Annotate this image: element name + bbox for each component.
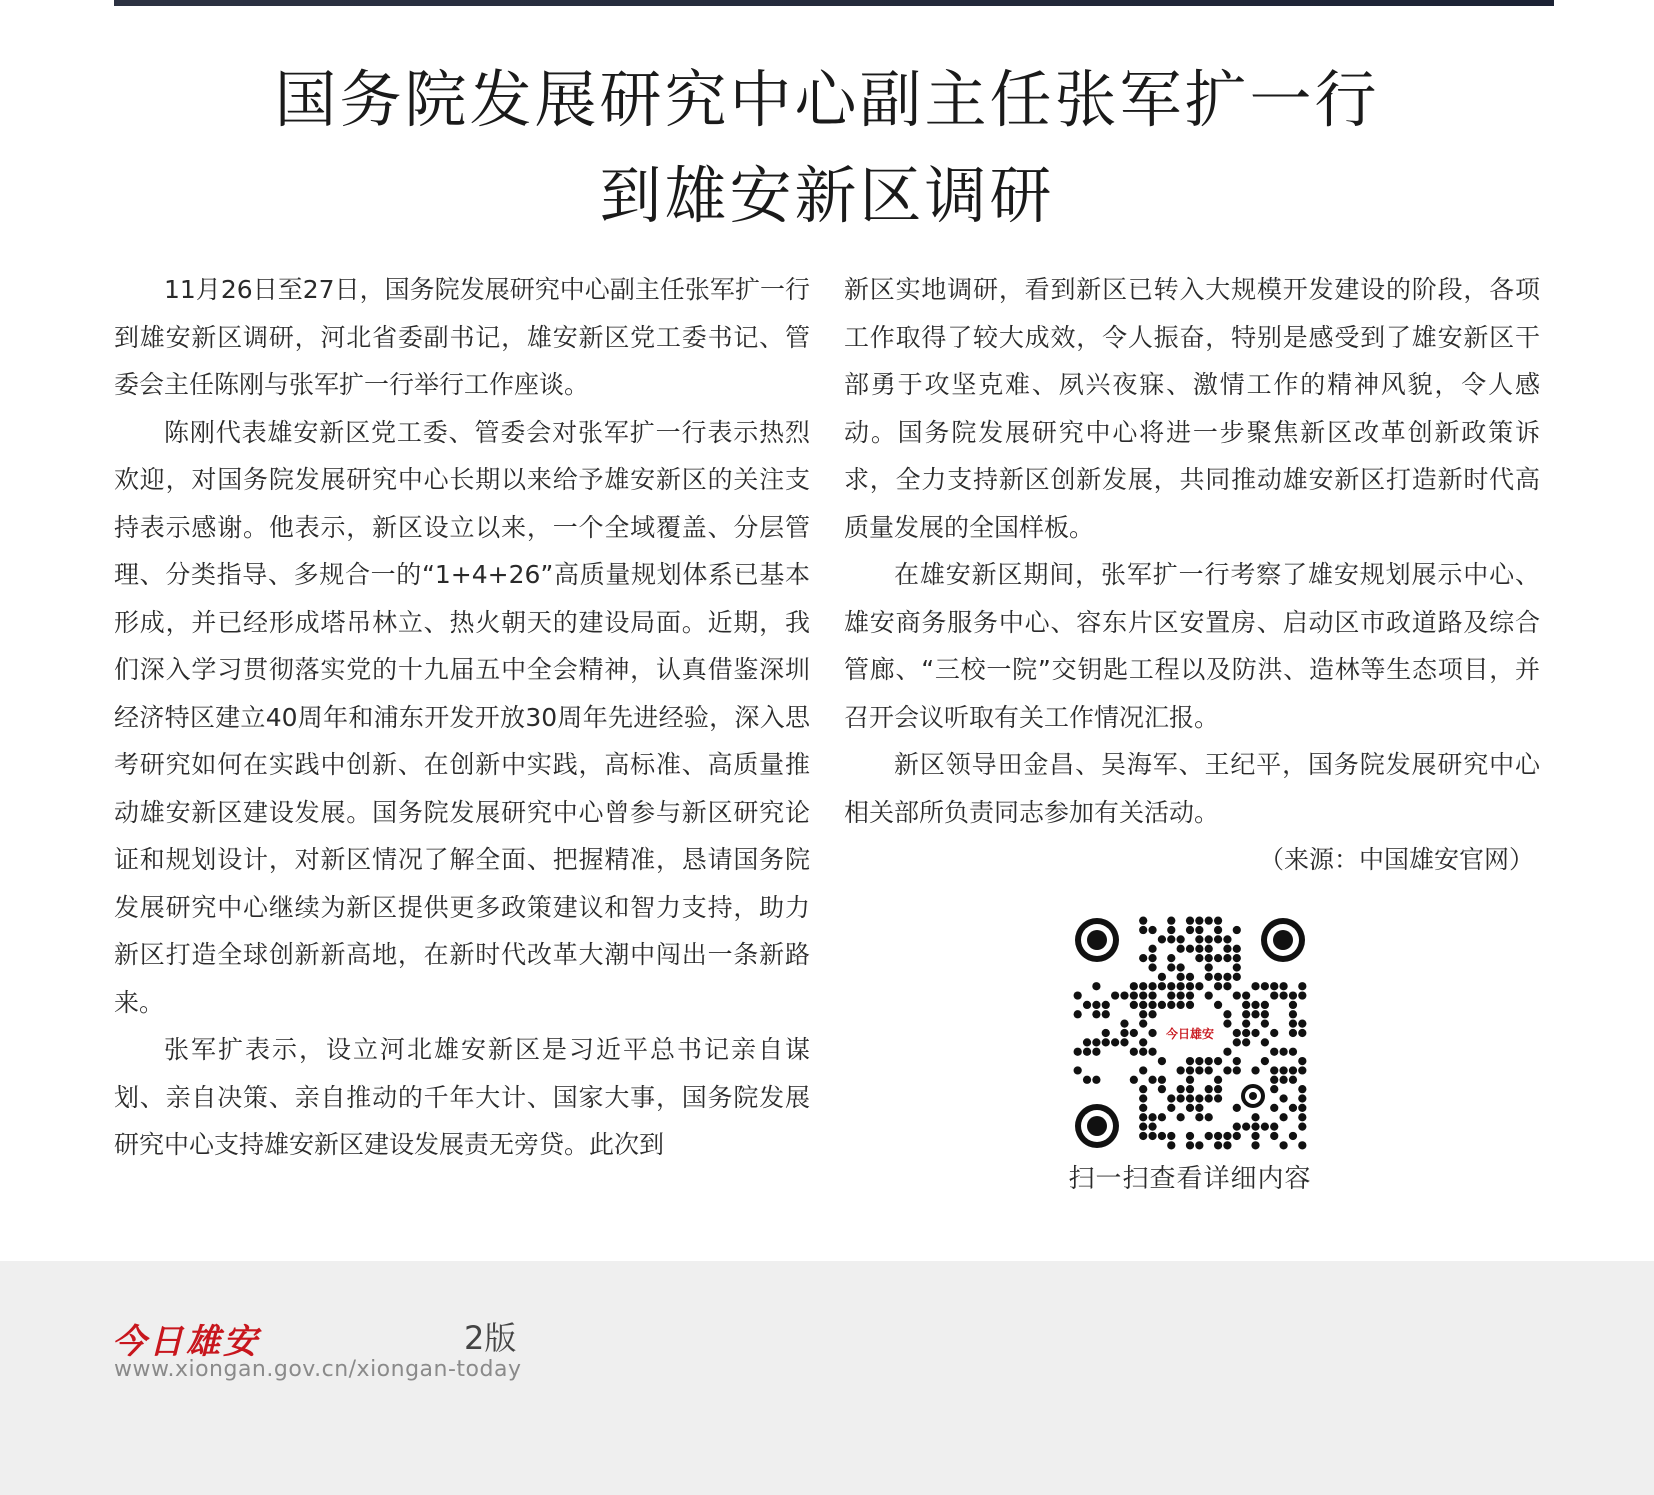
qr-module — [1092, 1038, 1100, 1046]
qr-module — [1223, 982, 1231, 990]
qr-module — [1214, 1094, 1222, 1102]
qr-module — [1223, 1020, 1231, 1028]
qr-module — [1242, 1010, 1250, 1018]
qr-module — [1167, 917, 1175, 925]
qr-module — [1092, 1048, 1100, 1056]
qr-module — [1177, 963, 1185, 971]
qr-module — [1205, 1094, 1213, 1102]
qr-module — [1148, 954, 1156, 962]
qr-module — [1177, 1094, 1185, 1102]
qr-module — [1186, 1001, 1194, 1009]
article-title-line-1: 国务院发展研究中心副主任张军扩一行 — [274, 63, 1380, 136]
qr-module — [1148, 1029, 1156, 1037]
qr-module — [1233, 1029, 1241, 1037]
qr-module — [1158, 1001, 1166, 1009]
qr-module — [1074, 1048, 1082, 1056]
qr-module — [1214, 973, 1222, 981]
qr-module — [1270, 991, 1278, 999]
qr-module — [1298, 1141, 1306, 1149]
article-paragraph: 新区实地调研，看到新区已转入大规模开发建设的阶段，各项工作取得了较大成效，令人振奋，特别是感受到了雄安新区干部勇于攻坚克难、夙兴夜寐、激情工作的精神风貌，令人感动。国务院发展研究中心将进一步聚焦新区改革创新政策诉求，全力支持新区创新发展，共同推动雄安新区打造新时代高质量发展的全国样板。 — [844, 275, 1540, 542]
qr-module — [1139, 1020, 1147, 1028]
qr-caption: 扫一扫查看详细内容 — [1068, 1164, 1312, 1194]
qr-module — [1167, 982, 1175, 990]
qr-module — [1158, 1057, 1166, 1065]
qr-module — [1233, 1057, 1241, 1065]
qr-module — [1195, 1094, 1203, 1102]
qr-module — [1289, 1132, 1297, 1140]
qr-module — [1074, 1010, 1082, 1018]
qr-module — [1214, 1132, 1222, 1140]
qr-module — [1139, 1066, 1147, 1074]
qr-module — [1148, 1132, 1156, 1140]
qr-module — [1251, 1010, 1259, 1018]
qr-module — [1205, 917, 1213, 925]
qr-module — [1177, 1001, 1185, 1009]
qr-module — [1270, 982, 1278, 990]
qr-module — [1205, 973, 1213, 981]
qr-module — [1083, 1076, 1091, 1084]
qr-module — [1298, 1094, 1306, 1102]
qr-module — [1279, 1141, 1287, 1149]
qr-module — [1223, 935, 1231, 943]
qr-module — [1251, 1122, 1259, 1130]
qr-module — [1289, 1029, 1297, 1037]
top-rule — [114, 0, 1554, 6]
qr-module — [1186, 1066, 1194, 1074]
qr-module — [1251, 1029, 1259, 1037]
qr-module — [1120, 1020, 1128, 1028]
qr-module — [1186, 973, 1194, 981]
article-source: （来源：中国雄安官网） — [1258, 845, 1534, 874]
qr-module — [1279, 1066, 1287, 1074]
qr-module — [1148, 945, 1156, 953]
qr-module — [1233, 954, 1241, 962]
qr-module — [1120, 1038, 1128, 1046]
qr-module — [1233, 1066, 1241, 1074]
qr-alignment-marker — [1241, 1084, 1265, 1108]
qr-module — [1167, 1001, 1175, 1009]
qr-module — [1298, 1104, 1306, 1112]
qr-module — [1074, 1066, 1082, 1074]
qr-module — [1111, 1038, 1119, 1046]
qr-module — [1251, 1066, 1259, 1074]
qr-module — [1270, 1122, 1278, 1130]
qr-module — [1205, 935, 1213, 943]
qr-module — [1139, 1094, 1147, 1102]
qr-module — [1195, 954, 1203, 962]
qr-module — [1298, 1085, 1306, 1093]
qr-module — [1205, 954, 1213, 962]
qr-module — [1242, 1122, 1250, 1130]
qr-module — [1251, 982, 1259, 990]
qr-module — [1139, 1132, 1147, 1140]
qr-module — [1214, 1085, 1222, 1093]
qr-module — [1223, 1066, 1231, 1074]
qr-module — [1214, 1076, 1222, 1084]
qr-module — [1139, 954, 1147, 962]
qr-module — [1148, 1113, 1156, 1121]
qr-module — [1298, 1066, 1306, 1074]
qr-module — [1186, 982, 1194, 990]
qr-module — [1130, 1076, 1138, 1084]
qr-module — [1298, 982, 1306, 990]
qr-module — [1289, 991, 1297, 999]
qr-module — [1167, 1132, 1175, 1140]
qr-module — [1130, 982, 1138, 990]
qr-module — [1195, 1104, 1203, 1112]
qr-module — [1195, 917, 1203, 925]
qr-module — [1205, 1057, 1213, 1065]
qr-module — [1261, 982, 1269, 990]
qr-module — [1130, 1001, 1138, 1009]
qr-module — [1092, 1010, 1100, 1018]
qr-module — [1261, 1001, 1269, 1009]
qr-module — [1148, 1076, 1156, 1084]
qr-module — [1261, 1057, 1269, 1065]
qr-module — [1139, 1048, 1147, 1056]
qr-module — [1233, 945, 1241, 953]
qr-module — [1167, 954, 1175, 962]
qr-module — [1186, 1076, 1194, 1084]
qr-module — [1195, 1057, 1203, 1065]
qr-module — [1139, 1104, 1147, 1112]
qr-module — [1242, 1029, 1250, 1037]
article-paragraph: 11月26日至27日，国务院发展研究中心副主任张军扩一行到雄安新区调研，河北省委副书记，雄安新区党工委书记、管委会主任陈刚与张军扩一行举行工作座谈。 — [114, 275, 810, 399]
qr-module — [1242, 991, 1250, 999]
qr-module — [1270, 1076, 1278, 1084]
qr-module — [1233, 1038, 1241, 1046]
qr-module — [1167, 1094, 1175, 1102]
qr-module — [1223, 1010, 1231, 1018]
qr-module — [1279, 1076, 1287, 1084]
article-paragraph: 在雄安新区期间，张军扩一行考察了雄安规划展示中心、雄安商务服务中心、容东片区安置房、启动区市政道路及综合管廊、“三校一院”交钥匙工程以及防洪、造林等生态项目，并召开会议听取有关工作情况汇报。 — [844, 560, 1540, 732]
qr-module — [1139, 982, 1147, 990]
qr-module — [1251, 1141, 1259, 1149]
qr-module — [1233, 991, 1241, 999]
qr-module — [1233, 1122, 1241, 1130]
qr-module — [1195, 926, 1203, 934]
qr-module — [1139, 1001, 1147, 1009]
qr-module — [1120, 991, 1128, 999]
qr-module — [1130, 991, 1138, 999]
qr-module — [1279, 1113, 1287, 1121]
qr-module — [1167, 1141, 1175, 1149]
qr-module — [1167, 926, 1175, 934]
qr-module — [1279, 982, 1287, 990]
edition-number: 2版 — [464, 1319, 517, 1357]
qr-module — [1148, 1001, 1156, 1009]
qr-module — [1214, 935, 1222, 943]
qr-module — [1092, 982, 1100, 990]
qr-finder-top-right — [1261, 918, 1305, 962]
qr-module — [1102, 1038, 1110, 1046]
qr-module — [1092, 1076, 1100, 1084]
qr-module — [1177, 1085, 1185, 1093]
qr-module — [1223, 945, 1231, 953]
qr-module — [1298, 1057, 1306, 1065]
qr-module — [1167, 991, 1175, 999]
footer-url-link[interactable]: www.xiongan.gov.cn/xiongan-today — [114, 1357, 522, 1382]
qr-module — [1270, 1132, 1278, 1140]
qr-module — [1233, 926, 1241, 934]
qr-module — [1195, 945, 1203, 953]
qr-module — [1205, 1132, 1213, 1140]
qr-module — [1223, 1048, 1231, 1056]
qr-module — [1270, 1048, 1278, 1056]
article-paragraph: 新区领导田金昌、吴海军、王纪平，国务院发展研究中心相关部所负责同志参加有关活动。 — [844, 750, 1540, 827]
qr-module — [1139, 1038, 1147, 1046]
qr-module — [1111, 991, 1119, 999]
qr-module — [1214, 1001, 1222, 1009]
qr-module — [1195, 935, 1203, 943]
qr-module — [1158, 982, 1166, 990]
qr-module — [1251, 1113, 1259, 1121]
qr-module — [1083, 1048, 1091, 1056]
qr-module — [1195, 1113, 1203, 1121]
qr-module — [1261, 1020, 1269, 1028]
qr-module — [1158, 1132, 1166, 1140]
qr-module — [1289, 1020, 1297, 1028]
qr-module — [1177, 935, 1185, 943]
qr-module — [1177, 982, 1185, 990]
qr-finder-top-left — [1075, 918, 1119, 962]
qr-module — [1214, 1057, 1222, 1065]
qr-module — [1186, 1132, 1194, 1140]
qr-module — [1289, 1066, 1297, 1074]
qr-module — [1195, 1066, 1203, 1074]
qr-module — [1148, 1048, 1156, 1056]
qr-module — [1214, 917, 1222, 925]
article-title-line-2: 到雄安新区调研 — [599, 159, 1055, 232]
qr-module — [1139, 1122, 1147, 1130]
qr-module — [1270, 1066, 1278, 1074]
article-paragraph: 张军扩表示，设立河北雄安新区是习近平总书记亲自谋划、亲自决策、亲自推动的千年大计、国家大事，国务院发展研究中心支持雄安新区建设发展责无旁贷。此次到 — [114, 1035, 810, 1159]
qr-module — [1279, 1094, 1287, 1102]
qr-module — [1195, 1141, 1203, 1149]
qr-module — [1186, 917, 1194, 925]
qr-module — [1261, 1122, 1269, 1130]
qr-module — [1186, 991, 1194, 999]
qr-module — [1177, 991, 1185, 999]
qr-module — [1251, 1132, 1259, 1140]
qr-module — [1083, 1001, 1091, 1009]
qr-module — [1214, 926, 1222, 934]
qr-module — [1186, 1141, 1194, 1149]
qr-module — [1102, 1001, 1110, 1009]
qr-module — [1298, 1113, 1306, 1121]
qr-module — [1186, 1104, 1194, 1112]
qr-module — [1158, 1113, 1166, 1121]
qr-module — [1289, 1048, 1297, 1056]
article-right-column — [844, 266, 1540, 884]
qr-module — [1242, 1020, 1250, 1028]
qr-module — [1233, 973, 1241, 981]
qr-module — [1242, 1038, 1250, 1046]
qr-module — [1205, 945, 1213, 953]
qr-module — [1289, 1076, 1297, 1084]
qr-module — [1158, 935, 1166, 943]
qr-module — [1298, 1029, 1306, 1037]
qr-module — [1139, 1113, 1147, 1121]
article-title — [0, 52, 1654, 244]
qr-module — [1223, 973, 1231, 981]
qr-finder-bottom-left — [1075, 1104, 1119, 1148]
qr-module — [1139, 917, 1147, 925]
qr-module — [1139, 991, 1147, 999]
qr-module — [1233, 1132, 1241, 1140]
qr-module — [1289, 1001, 1297, 1009]
qr-module — [1186, 1057, 1194, 1065]
qr-module — [1223, 954, 1231, 962]
qr-module — [1130, 1048, 1138, 1056]
qr-module — [1139, 1085, 1147, 1093]
qr-module — [1148, 991, 1156, 999]
qr-module — [1270, 1029, 1278, 1037]
qr-module — [1205, 1066, 1213, 1074]
page-footer — [0, 1261, 1654, 1495]
qr-module — [1130, 1029, 1138, 1037]
qr-module — [1186, 1094, 1194, 1102]
qr-module — [1242, 1001, 1250, 1009]
qr-module — [1214, 954, 1222, 962]
qr-module — [1139, 1010, 1147, 1018]
qr-module — [1279, 1048, 1287, 1056]
qr-module — [1167, 963, 1175, 971]
qr-module — [1205, 1085, 1213, 1093]
qr-module — [1298, 991, 1306, 999]
qr-module — [1261, 1038, 1269, 1046]
qr-module — [1186, 1085, 1194, 1093]
qr-module — [1120, 1029, 1128, 1037]
qr-module — [1177, 973, 1185, 981]
qr-module — [1148, 1122, 1156, 1130]
qr-module — [1083, 1038, 1091, 1046]
qr-module — [1177, 1066, 1185, 1074]
qr-module — [1148, 926, 1156, 934]
qr-module — [1148, 1010, 1156, 1018]
qr-module — [1167, 1104, 1175, 1112]
qr-module — [1251, 1001, 1259, 1009]
qr-module — [1270, 1104, 1278, 1112]
qr-module — [1186, 945, 1194, 953]
qr-module — [1223, 1132, 1231, 1140]
qr-module — [1298, 1020, 1306, 1028]
qr-module — [1205, 991, 1213, 999]
qr-module — [1289, 1104, 1297, 1112]
qr-center-logo: 今日雄安 — [1165, 1027, 1215, 1041]
qr-module — [1186, 926, 1194, 934]
qr-module — [1158, 1085, 1166, 1093]
qr-module — [1261, 1010, 1269, 1018]
qr-module — [1158, 973, 1166, 981]
qr-module — [1289, 1010, 1297, 1018]
qr-module — [1270, 1085, 1278, 1093]
qr-module — [1148, 963, 1156, 971]
qr-module — [1148, 982, 1156, 990]
qr-module — [1205, 1113, 1213, 1121]
qr-module — [1167, 935, 1175, 943]
qr-code[interactable] — [1073, 916, 1307, 1150]
qr-module — [1102, 1029, 1110, 1037]
qr-module — [1214, 1141, 1222, 1149]
qr-code-block — [1070, 916, 1310, 1195]
qr-module — [1139, 926, 1147, 934]
qr-module — [1223, 1141, 1231, 1149]
article-paragraph: 陈刚代表雄安新区党工委、管委会对张军扩一行表示热烈欢迎，对国务院发展研究中心长期以来给予雄安新区的关注支持表示感谢。他表示，新区设立以来，一个全域覆盖、分层管理、分类指导、多规合一的“1+4+26”高质量规划体系已基本形成，并已经形成塔吊林立、热火朝天的建设局面。近期，我们深入学习贯彻落实党的十九届五中全会精神，认真借鉴深圳经济特区建立40周年和浦东开发开放30周年先进经验，深入思考研究如何在实践中创新、在创新中实践，高标准、高质量推动雄安新区建设发展。国务院发展研究中心曾参与新区研究论证和规划设计，对新区情况了解全面、把握精准，恳请国务院发展研究中心继续为新区提供更多政策建议和智力支持，助力新区打造全球创新新高地，在新时代改革大潮中闯出一条新路来。 — [114, 417, 810, 1017]
brand-logo: 今日雄安 — [112, 1322, 260, 1362]
qr-module — [1158, 1076, 1166, 1084]
qr-module — [1205, 963, 1213, 971]
qr-module — [1195, 982, 1203, 990]
qr-module — [1233, 963, 1241, 971]
article-left-column — [114, 266, 810, 1169]
qr-module — [1233, 1104, 1241, 1112]
qr-module — [1074, 991, 1082, 999]
qr-module — [1102, 1010, 1110, 1018]
qr-module — [1177, 945, 1185, 953]
qr-module — [1092, 1001, 1100, 1009]
qr-module — [1214, 982, 1222, 990]
qr-module — [1298, 1122, 1306, 1130]
qr-module — [1279, 991, 1287, 999]
qr-module — [1177, 1113, 1185, 1121]
